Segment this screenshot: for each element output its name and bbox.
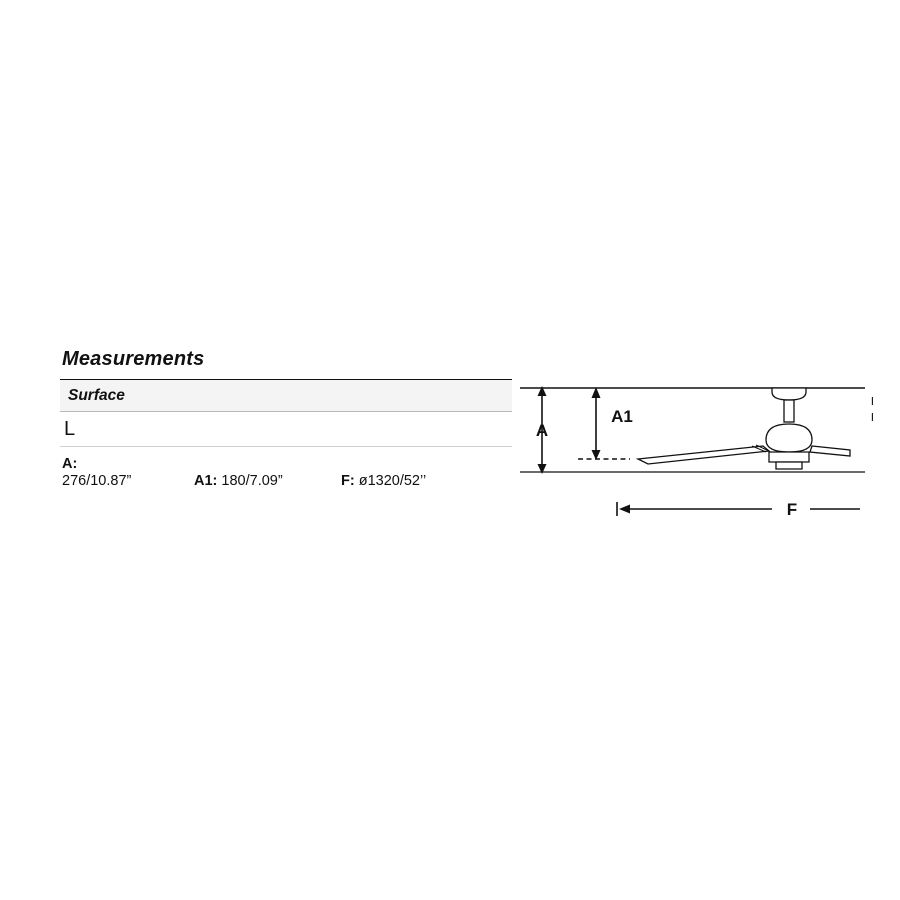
fan-motor-housing [766, 424, 812, 452]
table-row-label-l: L [64, 417, 76, 440]
fan-blade-left [638, 446, 769, 464]
dimension-a [62, 456, 131, 490]
table-header-surface: Surface [68, 386, 125, 404]
table-row [60, 412, 512, 447]
dimension-f-key: F: [341, 473, 355, 489]
drawing-label-a1: A1 [611, 407, 633, 426]
dimension-arrow-a1 [592, 387, 601, 460]
drawing-label-f: F [786, 500, 798, 519]
fan-canopy [772, 388, 806, 400]
dimension-arrow-f [617, 502, 860, 516]
dimension-a1-key: A1: [194, 473, 218, 489]
fan-elevation-svg [520, 380, 890, 555]
dimension-a1-value: 180/7.09” [221, 473, 283, 489]
technical-drawing [520, 380, 880, 560]
dimension-a-value: 276/10.87” [62, 473, 132, 489]
drawing-label-a: A [535, 421, 549, 440]
fan-downrod [784, 400, 794, 422]
section-title: Measurements [62, 348, 205, 370]
dimension-a-key: A: [62, 456, 78, 472]
page-edge-tick-marks [866, 395, 874, 423]
dimension-f-value: ø1320/52’’ [358, 473, 427, 489]
fan-blade-right [810, 446, 850, 456]
table-header-row [60, 380, 512, 412]
measurements-block [60, 348, 520, 496]
fan-body [766, 388, 812, 469]
fan-motor-collar [769, 452, 809, 462]
fan-bottom-cap [776, 462, 802, 469]
dimension-a1 [194, 473, 283, 489]
dimension-f [341, 473, 426, 489]
dimensions-list [60, 456, 520, 496]
